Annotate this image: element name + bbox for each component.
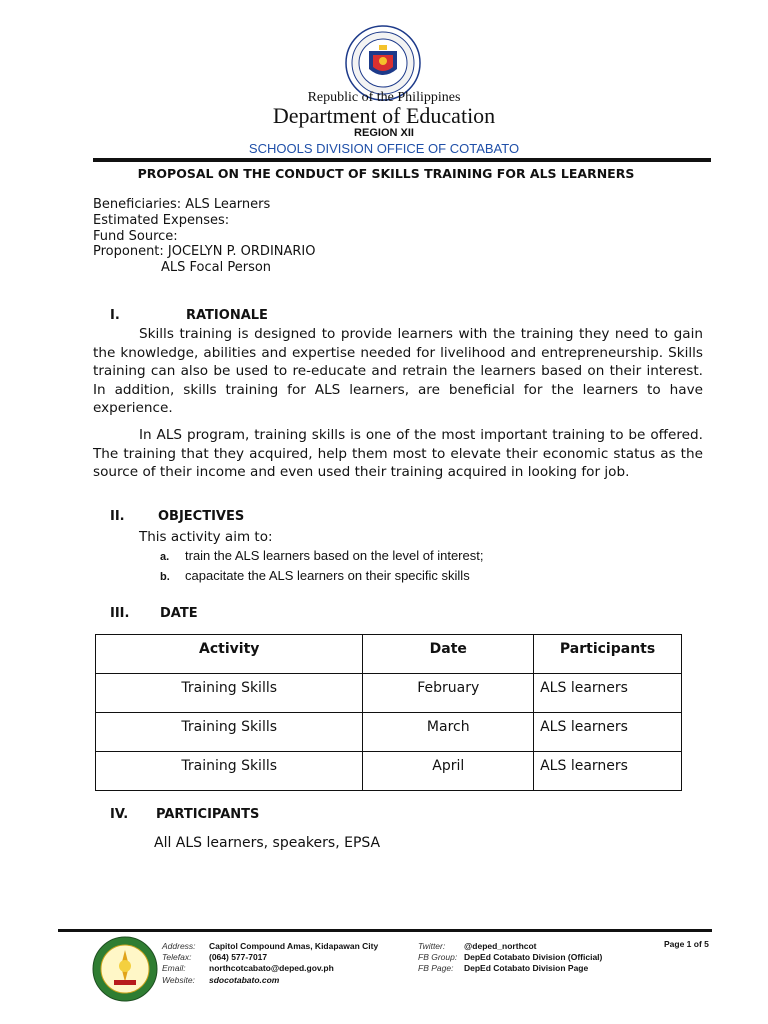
beneficiaries: Beneficiaries: ALS Learners	[93, 197, 271, 212]
column-header-activity: Activity	[96, 635, 363, 674]
cell-participants: ALS learners	[534, 752, 682, 791]
region-label: REGION XII	[354, 127, 414, 139]
website-label: Website:	[162, 974, 195, 985]
objective-text: capacitate the ALS learners on their specific skills	[185, 568, 470, 583]
cell-activity: Training Skills	[96, 713, 363, 752]
footer-contact-right	[418, 940, 602, 974]
estimated-expenses: Estimated Expenses:	[93, 212, 230, 228]
table-row	[96, 713, 682, 752]
participants-text: All ALS learners, speakers, EPSA	[154, 835, 381, 851]
cell-participants: ALS learners	[534, 674, 682, 713]
cell-activity: Training Skills	[96, 674, 363, 713]
division-seal	[92, 936, 158, 1002]
address-label: Address:	[162, 941, 196, 951]
department-title: Department of Education	[272, 103, 496, 128]
table-row	[96, 752, 682, 791]
division-label: SCHOOLS DIVISION OFFICE OF COTABATO	[248, 141, 520, 156]
address-value: Capitol Compound Amas, Kidapawan City	[209, 941, 379, 951]
column-header-date: Date	[363, 635, 534, 674]
fbpage-label: FB Page:	[418, 963, 454, 974]
cell-date: March	[363, 713, 534, 752]
fund-source: Fund Source:	[93, 228, 178, 244]
section-heading-objectives: OBJECTIVES	[158, 509, 245, 524]
section-heading-date: DATE	[160, 606, 198, 621]
section-heading-participants: PARTICIPANTS	[156, 807, 260, 822]
section-number-date: III.	[110, 606, 130, 621]
table-row	[96, 674, 682, 713]
proponent: Proponent: JOCELYN P. ORDINARIO	[93, 244, 316, 260]
objective-item	[160, 548, 483, 563]
footer-contact-left	[162, 940, 378, 985]
header-rule	[93, 158, 711, 162]
proposal-title: PROPOSAL ON THE CONDUCT OF SKILLS TRAINING FOR ALS LEARNERS	[137, 166, 635, 181]
cell-date: February	[363, 674, 534, 713]
footer-rule	[58, 929, 712, 932]
email-label: Email:	[162, 963, 186, 974]
section-number-objectives: II.	[110, 509, 125, 524]
objective-text: train the ALS learners based on the level of interest;	[185, 548, 484, 563]
republic-line: Republic of the Philippines	[307, 90, 461, 105]
twitter-link[interactable]: @deped_northcot	[464, 941, 537, 951]
fbpage-link[interactable]: DepEd Cotabato Division Page	[464, 963, 589, 974]
column-header-participants: Participants	[534, 635, 682, 674]
rationale-paragraph-2: In ALS program, training skills is one of the most important training to be offered. The training that they acquired, help them most to elevate their economic status as the source of their income and even used their training acquired in looking for job.	[93, 427, 703, 481]
objective-marker: a.	[160, 551, 170, 563]
cell-date: April	[363, 752, 534, 791]
proponent-role: ALS Focal Person	[161, 260, 272, 276]
section-number-participants: IV.	[110, 807, 129, 822]
page-number: Page 1 of 5	[664, 939, 709, 949]
cell-participants: ALS learners	[534, 713, 682, 752]
cell-activity: Training Skills	[96, 752, 363, 791]
website-link[interactable]: sdocotabato.com	[209, 974, 280, 985]
table-header-row	[96, 635, 682, 674]
objective-marker: b.	[160, 571, 170, 583]
twitter-label: Twitter:	[418, 941, 446, 951]
schedule-table	[95, 634, 682, 791]
objective-item	[160, 568, 470, 583]
telefax-label: Telefax:	[162, 952, 192, 963]
email-link[interactable]: northcotcabato@deped.gov.ph	[209, 963, 334, 974]
section-number-rationale: I.	[110, 308, 120, 323]
section-heading-rationale: RATIONALE	[186, 308, 268, 323]
telefax-value: (064) 577-7017	[209, 952, 268, 963]
objectives-intro: This activity aim to:	[139, 529, 273, 545]
fbgroup-label: FB Group:	[418, 952, 458, 963]
fbgroup-link[interactable]: DepEd Cotabato Division (Official)	[464, 952, 603, 963]
meta-block	[93, 197, 316, 276]
rationale-paragraph-1: Skills training is designed to provide learners with the training they need to gain the knowledge, abilities and expertise needed for livelihood and entrepreneurship. Skills training can also be used to re-educate and retrain the learners based on their interest. In addition, skills training for ALS learners, are beneficial for the learners to have experience.	[93, 326, 703, 417]
